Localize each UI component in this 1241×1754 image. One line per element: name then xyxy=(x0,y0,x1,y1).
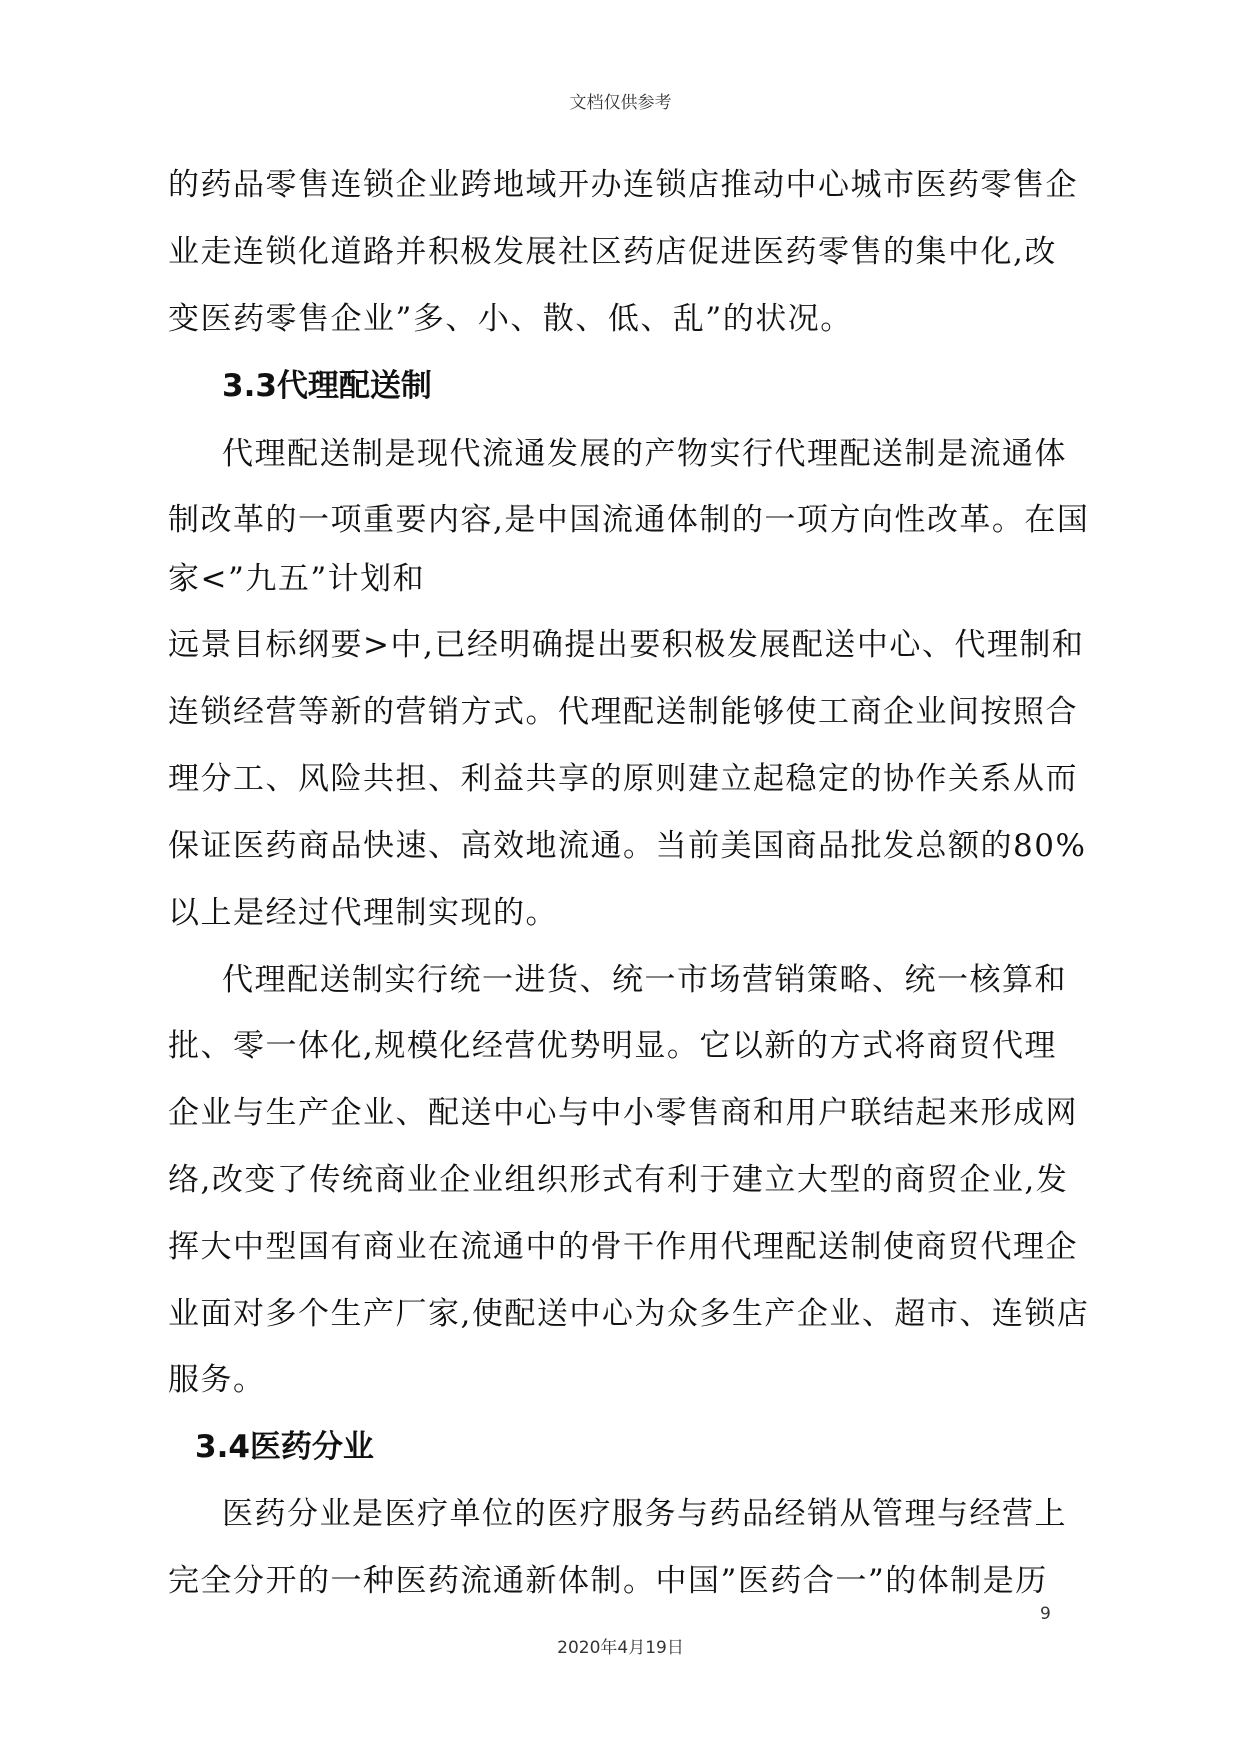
paragraph-line: 服务。 xyxy=(168,1362,266,1398)
paragraph-line: 制改革的一项重要内容,是中国流通体制的一项方向性改革。在国 xyxy=(168,502,1090,538)
paragraph-line: 家<”九五”计划和 xyxy=(168,561,426,597)
page-footer-date: 2020年4月19日 xyxy=(557,1638,684,1658)
section-heading-3-4: 3.4医药分业 xyxy=(195,1429,374,1465)
page-number: 9 xyxy=(1040,1604,1051,1624)
paragraph-line: 变医药零售企业”多、小、散、低、乱”的状况。 xyxy=(168,301,853,337)
paragraph-line: 业走连锁化道路并积极发展社区药店促进医药零售的集中化,改 xyxy=(168,234,1057,270)
paragraph-line: 完全分开的一种医药流通新体制。中国”医药合一”的体制是历 xyxy=(168,1563,1048,1599)
paragraph-line: 远景目标纲要>中,已经明确提出要积极发展配送中心、代理制和 xyxy=(168,627,1085,663)
paragraph-line: 以上是经过代理制实现的。 xyxy=(168,895,558,931)
paragraph-line: 代理配送制是现代流通发展的产物实行代理配送制是流通体 xyxy=(222,436,1067,472)
paragraph-line: 业面对多个生产厂家,使配送中心为众多生产企业、超市、连锁店 xyxy=(168,1296,1090,1332)
paragraph-line: 连锁经营等新的营销方式。代理配送制能够使工商企业间按照合 xyxy=(168,694,1078,730)
paragraph-line: 理分工、风险共担、利益共享的原则建立起稳定的协作关系从而 xyxy=(168,761,1078,797)
page-header: 文档仅供参考 xyxy=(569,93,672,113)
paragraph-line: 批、零一体化,规模化经营优势明显。它以新的方式将商贸代理 xyxy=(168,1028,1057,1064)
paragraph-line: 企业与生产企业、配送中心与中小零售商和用户联结起来形成网 xyxy=(168,1095,1078,1131)
section-heading-3-3: 3.3代理配送制 xyxy=(222,368,432,404)
paragraph-line: 保证医药商品快速、高效地流通。当前美国商品批发总额的80% xyxy=(168,828,1087,864)
paragraph-line: 络,改变了传统商业企业组织形式有利于建立大型的商贸企业,发 xyxy=(168,1162,1069,1198)
paragraph-line: 的药品零售连锁企业跨地域开办连锁店推动中心城市医药零售企 xyxy=(168,167,1078,203)
paragraph-line: 医药分业是医疗单位的医疗服务与药品经销从管理与经营上 xyxy=(222,1496,1067,1532)
paragraph-line: 挥大中型国有商业在流通中的骨干作用代理配送制使商贸代理企 xyxy=(168,1229,1078,1265)
paragraph-line: 代理配送制实行统一进货、统一市场营销策略、统一核算和 xyxy=(222,962,1067,998)
